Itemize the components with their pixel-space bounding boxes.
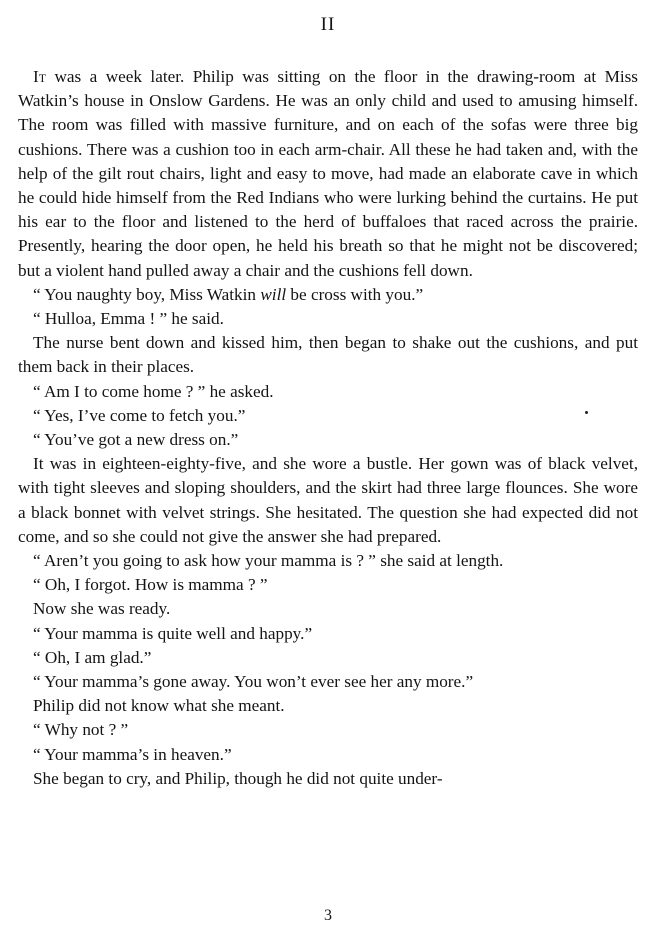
paragraph: “ Your mamma’s gone away. You won’t ever see her any more.” [33, 672, 474, 692]
paragraph: “ Yes, I’ve come to fetch you.” [33, 405, 246, 425]
paragraph-text: be cross with you.” [286, 284, 424, 304]
paragraph: The nurse bent down and kissed him, then began to shake out the cushions, and put them back in their places. [18, 333, 638, 377]
paragraph: “ Hulloa, Emma ! ” he said. [33, 309, 224, 329]
drop-word: It [33, 67, 47, 86]
page-number: 3 [324, 907, 332, 924]
paragraph [18, 65, 638, 283]
emphasis: will [260, 284, 287, 304]
paragraph: “ You’ve got a new dress on.” [33, 430, 239, 450]
book-page [18, 12, 638, 932]
body-text [18, 65, 638, 791]
paragraph: “ Why not ? ” [33, 720, 129, 740]
ink-speck [585, 411, 588, 414]
paragraph: “ Oh, I am glad.” [33, 647, 152, 667]
paragraph: “ Your mamma is quite well and happy.” [33, 623, 313, 643]
paragraph: Philip did not know what she meant. [33, 696, 285, 716]
paragraph-text: “ You naughty boy, Miss Watkin [33, 284, 261, 304]
paragraph: “ Am I to come home ? ” he asked. [33, 381, 274, 401]
paragraph: It was in eighteen-eighty-five, and she wore a bustle. Her gown was of black velvet, with tight sleeves and sloping shoulders, and the skirt had three large flounces. She wore a black bonnet with velvet strings. She hesitated. The question she had expected did not come, and so she could not give the answer she had prepared. [18, 454, 638, 546]
paragraph: “ Your mamma’s in heaven.” [33, 744, 232, 764]
paragraph: “ Oh, I forgot. How is mamma ? ” [33, 575, 268, 595]
paragraph: Now she was ready. [33, 599, 171, 619]
chapter-heading: II [320, 14, 336, 35]
paragraph [18, 283, 638, 307]
paragraph: She began to cry, and Philip, though he did not quite under- [33, 768, 443, 788]
paragraph-text: was a week later. Philip was sitting on the floor in the drawing-room at Miss Watkin’s house in Onslow Gardens. He was an only child and used to amusing himself. The room was filled with massive furniture, and on each of the sofas were three big cushions. There was a cushion too in each arm-chair. All these he had taken and, with the help of the gilt rout chairs, light and easy to move, had made an elaborate cave in which he could hide himself from the Red Indians who were lurking behind the curtains. He put his ear to the floor and listened to the herd of buffaloes that raced across the prairie. Presently, hearing the door open, he held his breath so that he might not be discovered; but a violent hand pulled away a chair and the cushions fell down. [18, 67, 638, 280]
paragraph: “ Aren’t you going to ask how your mamma is ? ” she said at length. [33, 551, 504, 571]
